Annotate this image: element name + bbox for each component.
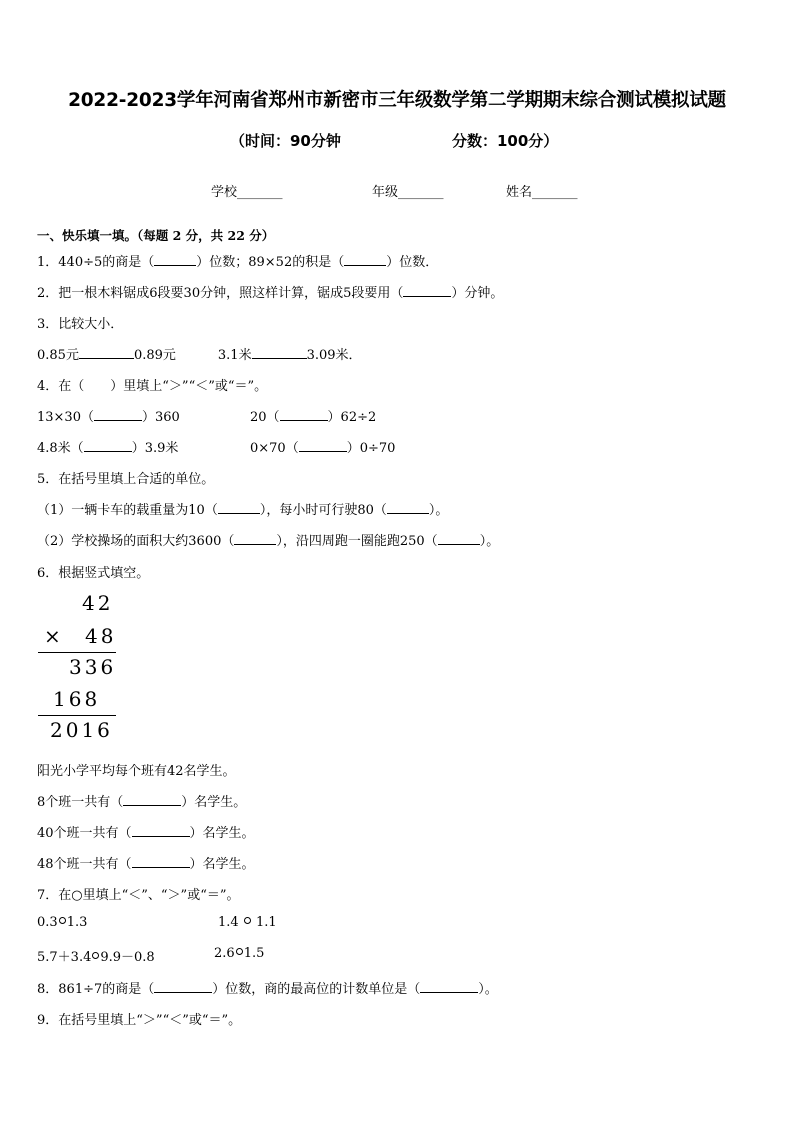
circle-blank[interactable] xyxy=(92,952,99,959)
q4-r2-a1: 4.8米（ xyxy=(37,441,84,456)
q7-b1: 1.4 xyxy=(218,915,239,930)
divider-line xyxy=(38,715,116,716)
question-7-item-d xyxy=(214,946,264,961)
q4-r1-a2: ）360 xyxy=(141,410,180,425)
question-6: 6．根据竖式填空。 xyxy=(37,566,150,581)
question-4-row-2 xyxy=(37,437,178,456)
grade-field: 年级_______ xyxy=(372,185,444,200)
q7-a2: 1.3 xyxy=(66,915,88,930)
question-4: 4．在（ ）里填上“＞”“＜”或“＝”。 xyxy=(37,379,268,394)
q7-c2: 9.9－0.8 xyxy=(100,950,155,965)
question-6-line-1 xyxy=(37,791,246,810)
q4-r2-b1: 0×70（ xyxy=(250,441,299,456)
question-5-sub-1 xyxy=(37,499,448,518)
question-7-item-c xyxy=(37,946,155,965)
question-9: 9．在括号里填上“＞”“＜”或“＝”。 xyxy=(37,1013,242,1028)
q6-l1-b: ）名学生。 xyxy=(181,795,247,810)
answer-blank[interactable] xyxy=(132,825,190,837)
answer-blank[interactable] xyxy=(387,502,429,514)
question-4-row-1 xyxy=(37,406,180,425)
answer-blank[interactable] xyxy=(154,981,212,993)
question-7-item-b xyxy=(218,915,277,930)
question-3: 3．比较大小． xyxy=(37,317,124,332)
q2-text-b: ）分钟。 xyxy=(451,286,504,301)
q8-text-b: ）位数，商的最高位的计数单位是（ xyxy=(212,982,421,997)
answer-blank[interactable] xyxy=(123,794,181,806)
answer-blank[interactable] xyxy=(403,285,451,297)
product-result: 2016 xyxy=(50,718,113,742)
exam-score: 分数：100分） xyxy=(452,132,559,150)
question-2 xyxy=(37,282,503,301)
circle-blank[interactable] xyxy=(244,917,251,924)
q4-r1-b1: 20（ xyxy=(250,410,280,425)
exam-time: （时间：90分钟 xyxy=(230,132,341,150)
q7-b2: 1.1 xyxy=(255,915,277,930)
q4-r1-b2: ）62÷2 xyxy=(327,410,377,425)
q5-s1-b: ），每小时可行驶80（ xyxy=(259,503,387,518)
q5-s2-b: ），沿四周跑一圈能跑250（ xyxy=(276,534,438,549)
section-heading: 一、快乐填一填。（每题 2 分，共 22 分） xyxy=(37,228,275,243)
q7-d1: 2.6 xyxy=(214,946,235,961)
question-6-line-3 xyxy=(37,853,255,872)
circle-blank[interactable] xyxy=(236,948,243,955)
q6-l2-b: ）名学生。 xyxy=(189,826,255,841)
answer-blank[interactable] xyxy=(234,533,276,545)
answer-blank[interactable] xyxy=(280,409,328,421)
answer-blank[interactable] xyxy=(94,409,142,421)
q1-text-a: 1．440÷5的商是（ xyxy=(37,255,155,270)
multiplicand: 42 xyxy=(82,591,114,615)
partial-product-2: 168 xyxy=(53,687,101,711)
partial-product-1: 336 xyxy=(69,655,117,679)
q6-l1-a: 8个班一共有（ xyxy=(37,795,124,810)
page-title: 2022-2023学年河南省郑州市新密市三年级数学第二学期期末综合测试模拟试题 xyxy=(68,90,726,111)
question-7-item-a xyxy=(37,915,87,930)
divider-line xyxy=(38,652,116,653)
q6-l2-a: 40个班一共有（ xyxy=(37,826,132,841)
q6-l3-a: 48个班一共有（ xyxy=(37,857,132,872)
question-3-items xyxy=(37,344,362,363)
answer-blank[interactable] xyxy=(218,502,260,514)
q3-a1: 0.85元 xyxy=(37,348,79,363)
question-5: 5．在括号里填上合适的单位。 xyxy=(37,472,215,487)
question-6-intro: 阳光小学平均每个班有42名学生。 xyxy=(37,764,236,779)
answer-blank[interactable] xyxy=(299,440,347,452)
q5-s1-a: （1）一辆卡车的载重量为10（ xyxy=(37,503,218,518)
q3-b1: 3.1米 xyxy=(217,348,252,363)
q3-a2: 0.89元 xyxy=(133,348,176,363)
answer-blank[interactable] xyxy=(84,440,132,452)
question-5-sub-2 xyxy=(37,530,499,549)
q2-text-a: 2．把一根木料锯成6段要30分钟，照这样计算，锯成5段要用（ xyxy=(37,286,404,301)
q7-c1: 5.7＋3.4 xyxy=(37,950,92,965)
name-field: 姓名_______ xyxy=(506,185,578,200)
q3-b2: 3.09米． xyxy=(306,348,362,363)
circle-blank[interactable] xyxy=(59,917,66,924)
q5-s2-c: ）。 xyxy=(479,534,500,549)
multiplier: 48 xyxy=(85,624,117,648)
question-8 xyxy=(37,978,498,997)
question-4-row-1-b xyxy=(250,406,376,425)
q1-text-b: ）位数；89×52的积是（ xyxy=(196,255,345,270)
q1-text-c: ）位数． xyxy=(386,255,439,270)
answer-blank[interactable] xyxy=(252,347,307,359)
question-7: 7．在○里填上“＜”、“＞”或“＝”。 xyxy=(37,888,240,903)
multiply-sign: × xyxy=(44,624,64,648)
q7-d2: 1.5 xyxy=(243,946,265,961)
q7-a1: 0.3 xyxy=(37,915,58,930)
answer-blank[interactable] xyxy=(132,856,190,868)
q8-text-a: 8．861÷7的商是（ xyxy=(37,982,155,997)
question-4-row-2-b xyxy=(250,437,395,456)
answer-blank[interactable] xyxy=(438,533,480,545)
q4-r2-b2: ）0÷70 xyxy=(346,441,396,456)
q5-s1-c: ）。 xyxy=(428,503,449,518)
answer-blank[interactable] xyxy=(154,254,196,266)
school-field: 学校_______ xyxy=(211,185,283,200)
answer-blank[interactable] xyxy=(79,347,134,359)
q6-l3-b: ）名学生。 xyxy=(189,857,255,872)
q8-text-c: ）。 xyxy=(478,982,498,997)
q4-r1-a1: 13×30（ xyxy=(37,410,94,425)
q5-s2-a: （2）学校操场的面积大约3600（ xyxy=(37,534,235,549)
question-1 xyxy=(37,251,438,270)
answer-blank[interactable] xyxy=(420,981,478,993)
answer-blank[interactable] xyxy=(344,254,386,266)
question-6-line-2 xyxy=(37,822,255,841)
q4-r2-a2: ）3.9米 xyxy=(131,441,179,456)
